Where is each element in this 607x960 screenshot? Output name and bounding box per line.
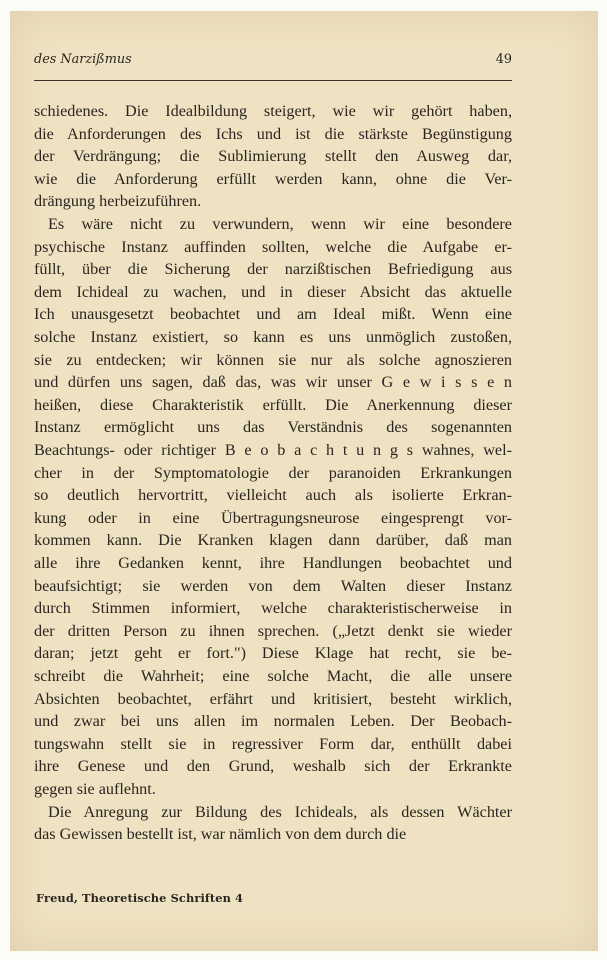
- text-line: der dritten Person zu ihnen sprechen. („Jetzt denkt sie wieder: [34, 621, 512, 640]
- text-line: Beachtungs- oder richtiger B e o b a c h t u n g s wahnes, wel-: [34, 441, 512, 459]
- signature-line: Freud, Theoretische Schriften 4: [36, 891, 244, 905]
- text-line: wie die Anforderung erfüllt werden kann, ohne die Ver-: [34, 169, 512, 188]
- text-line: ihre Genese und den Grund, weshalb sich der Erkrankte: [34, 757, 512, 776]
- text-line: und dürfen uns sagen, daß das, was wir unser G e w i s s e n: [34, 373, 512, 392]
- text-line: schiedenes. Die Idealbildung steigert, wie wir gehört haben,: [34, 102, 512, 120]
- text-line: die Anforderungen des Ichs und ist die stärkste Begünstigung: [34, 124, 512, 143]
- text-line: Die Anregung zur Bildung des Ichideals, als dessen Wächter: [48, 802, 512, 821]
- text-line: solche Instanz existiert, so kann es uns unmöglich zustoßen,: [34, 328, 512, 346]
- text-line: so deutlich hervortritt, vielleicht auch als isolierte Erkran-: [34, 486, 512, 505]
- text-line: cher in der Symptomatologie der paranoiden Erkrankungen: [34, 463, 512, 482]
- header-rule: [34, 80, 512, 81]
- text-line: psychische Instanz auffinden sollten, welche die Aufgabe er-: [34, 237, 512, 256]
- text-line: Ich unausgesetzt beobachtet und am Ideal mißt. Wenn eine: [34, 305, 512, 324]
- text-line: kommen kann. Die Kranken klagen dann darüber, daß man: [34, 531, 512, 550]
- text-line: daran; jetzt geht er fort.") Diese Klage hat recht, sie be-: [34, 644, 512, 663]
- text-line: drängung herbeizuführen.: [34, 192, 202, 211]
- text-line: sie zu entdecken; wir können sie nur als solche agnoszieren: [34, 350, 512, 369]
- text-line: beaufsichtigt; sie werden von dem Walten dieser Instanz: [34, 576, 512, 595]
- text-line: das Gewissen bestellt ist, war nämlich von dem durch die: [34, 825, 407, 844]
- text-line: Es wäre nicht zu verwundern, wenn wir eine besondere: [48, 215, 512, 233]
- text-line: Instanz ermöglicht uns das Verständnis des sogenannten: [34, 418, 512, 437]
- text-line: alle ihre Gedanken kennt, ihre Handlungen beobachtet und: [34, 554, 512, 572]
- text-line: durch Stimmen informiert, welche charakteristischerweise in: [34, 599, 512, 618]
- text-line: füllt, über die Sicherung der narzißtischen Befriedigung aus: [34, 260, 512, 279]
- text-line: und zwar bei uns allen im normalen Leben. Der Beobach-: [34, 712, 512, 731]
- text-line: gegen sie auflehnt.: [34, 780, 156, 798]
- text-line: kung oder in eine Übertragungsneurose eingesprengt vor-: [34, 508, 512, 527]
- running-title: des Narzißmus: [34, 52, 132, 67]
- text-line: tungswahn stellt sie in regressiver Form dar, enthüllt dabei: [34, 734, 512, 753]
- page-number: 49: [495, 52, 512, 67]
- text-line: heißen, diese Charakteristik erfüllt. Die Anerkennung dieser: [34, 395, 512, 414]
- book-page: [10, 11, 598, 951]
- text-line: Absichten beobachtet, erfährt und kritisiert, besteht wirklich,: [34, 689, 512, 708]
- text-line: schreibt die Wahrheit; eine solche Macht, die alle unsere: [34, 667, 512, 685]
- text-line: der Verdrängung; die Sublimierung stellt den Ausweg dar,: [34, 147, 512, 166]
- text-line: dem Ichideal zu wachen, und in dieser Absicht das aktuelle: [34, 282, 512, 301]
